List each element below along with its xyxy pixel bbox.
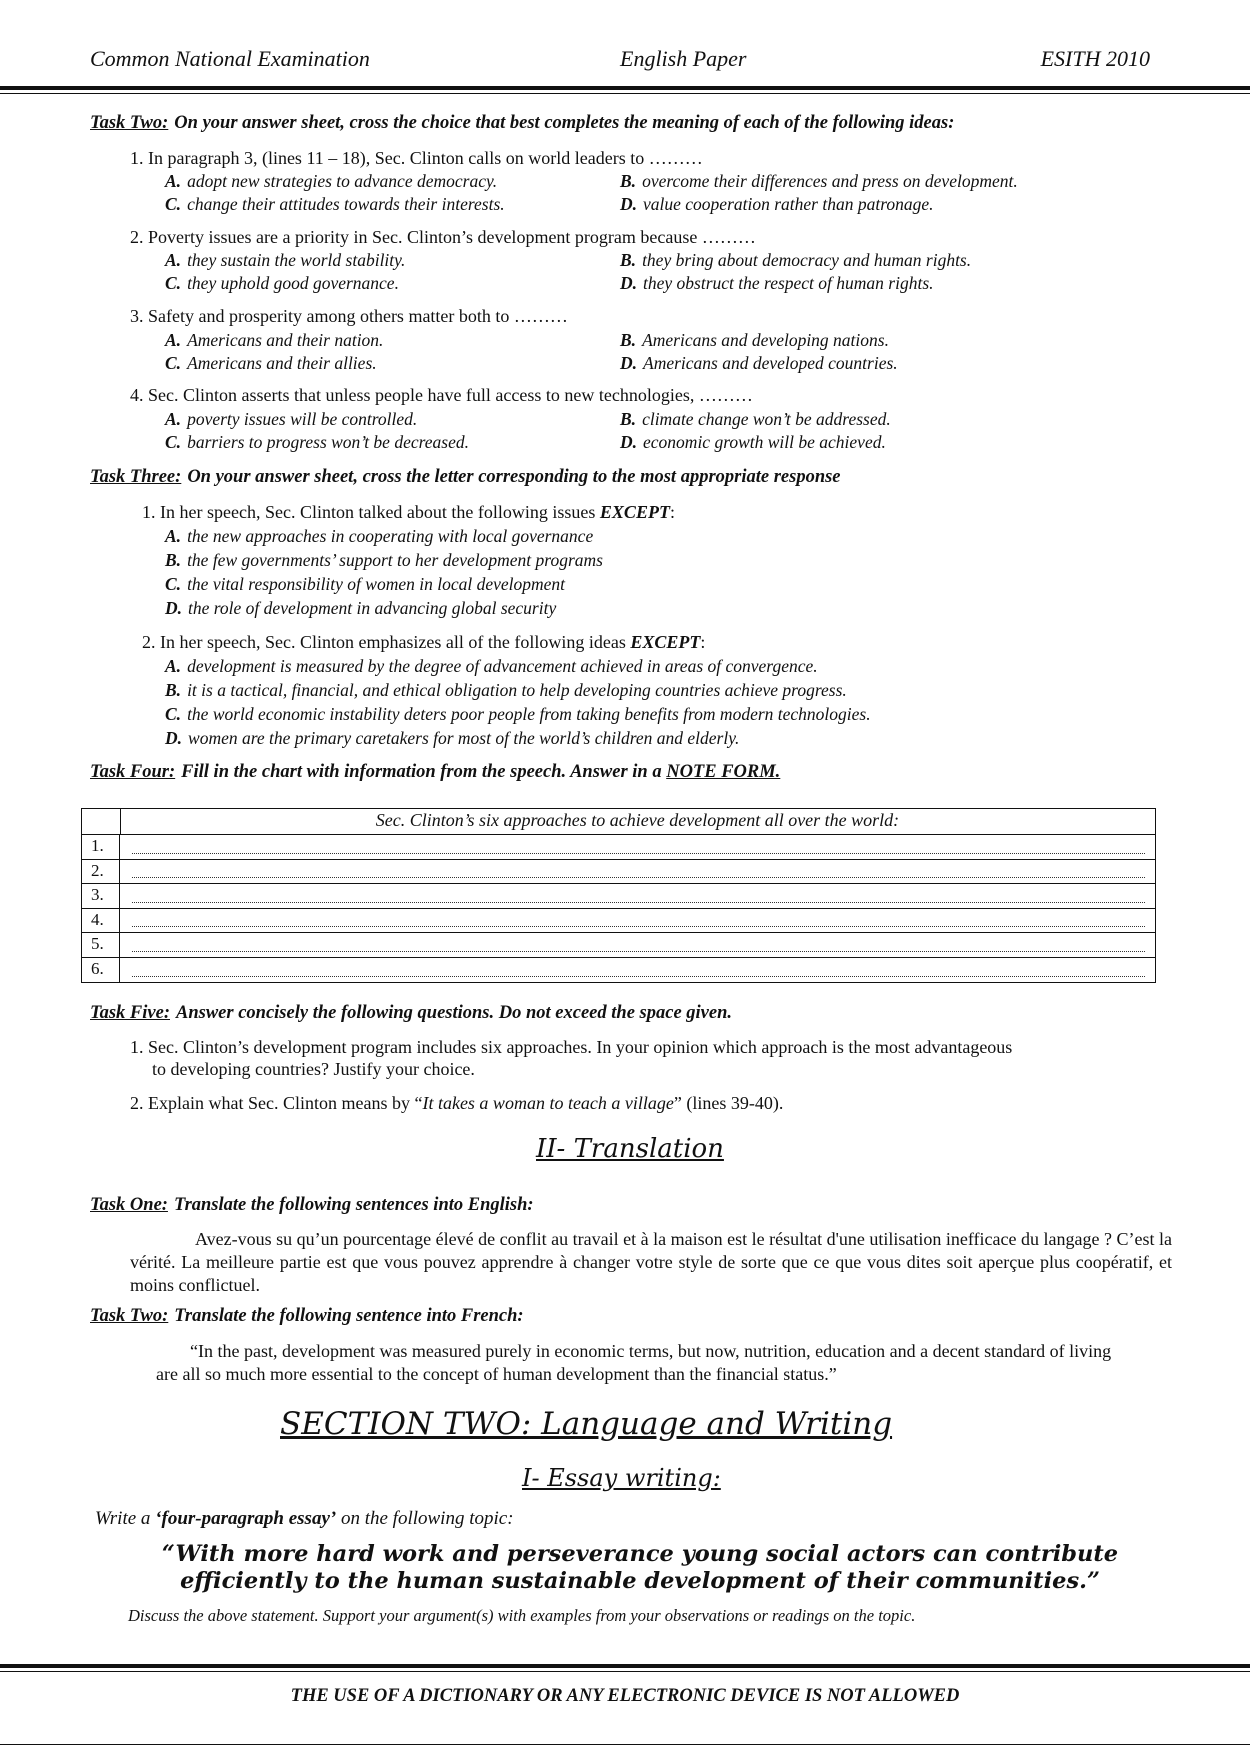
- task3-q2-option-d: [165, 728, 739, 749]
- chart-row-number: 4.: [82, 908, 120, 933]
- chart-row-number: 1.: [82, 834, 120, 859]
- option-letter: A.: [165, 171, 182, 191]
- task3-instruction: On your answer sheet, cross the letter corresponding to the most appropriate response: [187, 467, 841, 487]
- chart-row: [82, 859, 1155, 885]
- stem-colon: :: [700, 632, 706, 652]
- option-text: they obstruct the respect of human rights.: [643, 273, 934, 293]
- header-paper-name: English Paper: [620, 46, 747, 71]
- task3-label: Task Three:: [90, 467, 182, 487]
- approaches-chart: [81, 808, 1156, 983]
- option-letter: C.: [165, 574, 182, 594]
- chart-answer-line[interactable]: [132, 902, 1145, 903]
- task3-q2-option-c: [165, 704, 871, 725]
- translation-title: II- Translation: [536, 1134, 724, 1164]
- task3-q2-option-b: [165, 680, 847, 701]
- chart-header-row: [82, 809, 1155, 835]
- task4-instruction: Fill in the chart with information from the speech. Answer in a: [181, 762, 667, 782]
- option-text: barriers to progress won’t be decreased.: [187, 432, 469, 452]
- task2-q1-option-b: [620, 171, 1018, 192]
- page-header: [90, 46, 1150, 80]
- task3-q1-option-c: [165, 574, 565, 595]
- option-letter: A.: [165, 409, 182, 429]
- option-letter: D.: [165, 598, 183, 618]
- chart-answer-line[interactable]: [132, 951, 1145, 952]
- chart-row-number: 2.: [82, 859, 120, 884]
- stem-except: EXCEPT: [599, 502, 670, 522]
- task4-heading: [90, 762, 780, 783]
- footer-rule-thin: [0, 1671, 1250, 1672]
- option-text: value cooperation rather than patronage.: [643, 194, 934, 214]
- chart-row: [82, 908, 1155, 934]
- task2-q3-option-c: [165, 353, 377, 374]
- task5-q2: [130, 1093, 783, 1114]
- essay-topic-quote: “With more hard work and perseverance young social actors can contribute efficiently to the human sustainable development of their communities.”: [161, 1541, 1119, 1594]
- task2-q2-option-b: [620, 250, 971, 271]
- task3-q2-option-a: [165, 656, 818, 677]
- q2-lines: ” (lines 39-40).: [673, 1093, 784, 1113]
- task3-heading: [90, 467, 841, 488]
- task2-q4-option-c: [165, 432, 469, 453]
- option-text: poverty issues will be controlled.: [187, 409, 418, 429]
- header-code: ESITH 2010: [1040, 46, 1150, 71]
- translation-task1-text: Avez-vous su qu’un pourcentage élevé de conflit au travail et à la maison est le résultat d'une utilisation inefficace du langage ? C’est la vérité. La meilleure partie est que vous pouvez apprendre à changer votre style de sorte que ce que vous dites soit aperçue plus coopératif, et moins conflictuel.: [130, 1229, 1172, 1295]
- option-letter: C.: [165, 194, 182, 214]
- option-text: overcome their differences and press on development.: [642, 171, 1018, 191]
- task2-q1-stem: 1. In paragraph 3, (lines 11 – 18), Sec. Clinton calls on world leaders to ………: [130, 148, 703, 168]
- option-letter: B.: [620, 250, 637, 270]
- chart-row: [82, 883, 1155, 909]
- essay-prompt: [95, 1508, 514, 1530]
- task3-q1-option-a: [165, 526, 593, 547]
- chart-answer-line[interactable]: [132, 926, 1145, 927]
- task3-q2-stem: [142, 632, 705, 653]
- option-letter: B.: [620, 171, 637, 191]
- translation-task1-heading: [90, 1195, 534, 1216]
- option-text: Americans and their allies.: [187, 353, 377, 373]
- option-letter: D.: [620, 432, 638, 452]
- option-text: they bring about democracy and human rights.: [642, 250, 972, 270]
- translation-task2-instruction: Translate the following sentence into French:: [174, 1306, 524, 1326]
- option-text: they sustain the world stability.: [187, 250, 406, 270]
- task5-q1-line1: 1. Sec. Clinton’s development program includes six approaches. In your opinion which approach is the most advantageous: [130, 1037, 1013, 1057]
- footer-rule: [0, 1664, 1250, 1668]
- task2-q4-stem: 4. Sec. Clinton asserts that unless people have full access to new technologies, ………: [130, 385, 753, 405]
- option-text: the role of development in advancing global security: [188, 598, 557, 618]
- option-text: the few governments’ support to her development programs: [187, 550, 603, 570]
- task3-q1-option-d: [165, 598, 556, 619]
- stem-except: EXCEPT: [630, 632, 701, 652]
- task2-q3-option-b: [620, 330, 889, 351]
- task5-q1-line2: to developing countries? Justify your choice.: [152, 1059, 475, 1079]
- option-letter: D.: [620, 194, 638, 214]
- option-letter: B.: [620, 409, 637, 429]
- translation-task2-label: Task Two:: [90, 1306, 169, 1326]
- option-text: adopt new strategies to advance democracy.: [187, 171, 498, 191]
- task2-q2-option-d: [620, 273, 934, 294]
- task4-label: Task Four:: [90, 762, 176, 782]
- option-text: development is measured by the degree of advancement achieved in areas of convergence.: [187, 656, 818, 676]
- essay-writing-title: I- Essay writing:: [522, 1464, 721, 1492]
- task4-note-form: NOTE FORM.: [666, 762, 781, 782]
- chart-row-number: 5.: [82, 932, 120, 957]
- option-text: women are the primary caretakers for most of the world’s children and elderly.: [188, 728, 740, 748]
- option-letter: A.: [165, 656, 182, 676]
- translation-task2-text: “In the past, development was measured purely in economic terms, but now, nutrition, education and a decent standard of living are all so much more essential to the concept of human development than the financial status.”: [156, 1341, 1112, 1384]
- task3-q1-stem: [142, 502, 675, 523]
- q2-text: 2. Explain what Sec. Clinton means by “: [130, 1093, 423, 1113]
- stem-text: 2. In her speech, Sec. Clinton emphasizes all of the following ideas: [142, 632, 631, 652]
- translation-task1-instruction: Translate the following sentences into English:: [173, 1195, 534, 1215]
- prompt-essay-type: ‘four-paragraph essay’: [155, 1508, 337, 1529]
- chart-answer-line[interactable]: [132, 853, 1145, 854]
- task2-q3-option-a: [165, 330, 383, 351]
- task2-q3-option-d: [620, 353, 898, 374]
- task3-q1-option-b: [165, 550, 603, 571]
- option-text: Americans and developing nations.: [642, 330, 889, 350]
- footer-notice: THE USE OF A DICTIONARY OR ANY ELECTRONIC DEVICE IS NOT ALLOWED: [290, 1686, 960, 1706]
- prompt-text: Write a: [95, 1508, 156, 1529]
- chart-row-number: 6.: [82, 957, 120, 982]
- task2-instruction: On your answer sheet, cross the choice that best completes the meaning of each of the following ideas:: [174, 113, 955, 133]
- chart-answer-line[interactable]: [132, 976, 1145, 977]
- task2-q1-option-a: [165, 171, 497, 192]
- option-text: the new approaches in cooperating with local governance: [187, 526, 594, 546]
- option-letter: A.: [165, 250, 182, 270]
- option-letter: D.: [165, 728, 183, 748]
- option-letter: B.: [165, 550, 182, 570]
- option-letter: D.: [620, 353, 638, 373]
- task2-heading: [90, 113, 954, 134]
- option-letter: B.: [165, 680, 182, 700]
- option-text: they uphold good governance.: [187, 273, 399, 293]
- essay-discuss-instruction: Discuss the above statement. Support your argument(s) with examples from your observations or readings on the topic.: [128, 1606, 916, 1625]
- option-letter: C.: [165, 432, 182, 452]
- section-two-title: SECTION TWO: Language and Writing: [280, 1406, 893, 1442]
- option-letter: C.: [165, 704, 182, 724]
- task2-q4-option-d: [620, 432, 886, 453]
- task2-q4-option-b: [620, 409, 891, 430]
- option-text: climate change won’t be addressed.: [642, 409, 891, 429]
- option-letter: A.: [165, 330, 182, 350]
- option-text: the world economic instability deters poor people from taking benefits from modern technologies.: [187, 704, 871, 724]
- header-rule-thin: [0, 93, 1250, 94]
- q2-quote: It takes a woman to teach a village: [422, 1093, 674, 1113]
- chart-header-number-cell: [82, 809, 121, 834]
- task2-q1-option-d: [620, 194, 934, 215]
- stem-text: 1. In her speech, Sec. Clinton talked about the following issues: [142, 502, 600, 522]
- option-letter: C.: [165, 273, 182, 293]
- chart-row: [82, 834, 1155, 860]
- chart-title: Sec. Clinton’s six approaches to achieve development all over the world:: [375, 810, 900, 830]
- translation-task2-heading: [90, 1306, 524, 1327]
- option-letter: D.: [620, 273, 638, 293]
- option-text: change their attitudes towards their interests.: [187, 194, 505, 214]
- task2-q2-option-a: [165, 250, 405, 271]
- task2-q2-option-c: [165, 273, 399, 294]
- task5-instruction: Answer concisely the following questions. Do not exceed the space given.: [176, 1003, 733, 1023]
- header-rule: [0, 86, 1250, 90]
- translation-task1-label: Task One:: [90, 1195, 168, 1215]
- option-text: Americans and their nation.: [187, 330, 384, 350]
- option-text: economic growth will be achieved.: [643, 432, 886, 452]
- prompt-topic: on the following topic:: [336, 1508, 514, 1529]
- task2-q4-option-a: [165, 409, 417, 430]
- stem-colon: :: [669, 502, 675, 522]
- chart-answer-line[interactable]: [132, 877, 1145, 878]
- option-text: the vital responsibility of women in local development: [187, 574, 566, 594]
- task2-q1-option-c: [165, 194, 505, 215]
- option-letter: B.: [620, 330, 637, 350]
- option-letter: A.: [165, 526, 182, 546]
- page-bottom-rule: [0, 1744, 1250, 1745]
- chart-row-number: 3.: [82, 883, 120, 908]
- option-text: it is a tactical, financial, and ethical obligation to help developing countries achieve progress.: [187, 680, 847, 700]
- chart-row: [82, 957, 1155, 982]
- task2-q3-stem: 3. Safety and prosperity among others matter both to ………: [130, 306, 568, 326]
- task5-label: Task Five:: [90, 1003, 170, 1023]
- chart-row: [82, 932, 1155, 958]
- header-exam-name: Common National Examination: [90, 46, 370, 71]
- option-letter: C.: [165, 353, 182, 373]
- task5-heading: [90, 1003, 732, 1024]
- option-text: Americans and developed countries.: [643, 353, 898, 373]
- task2-label: Task Two:: [90, 113, 169, 133]
- task2-q2-stem: 2. Poverty issues are a priority in Sec. Clinton’s development program because ………: [130, 227, 756, 247]
